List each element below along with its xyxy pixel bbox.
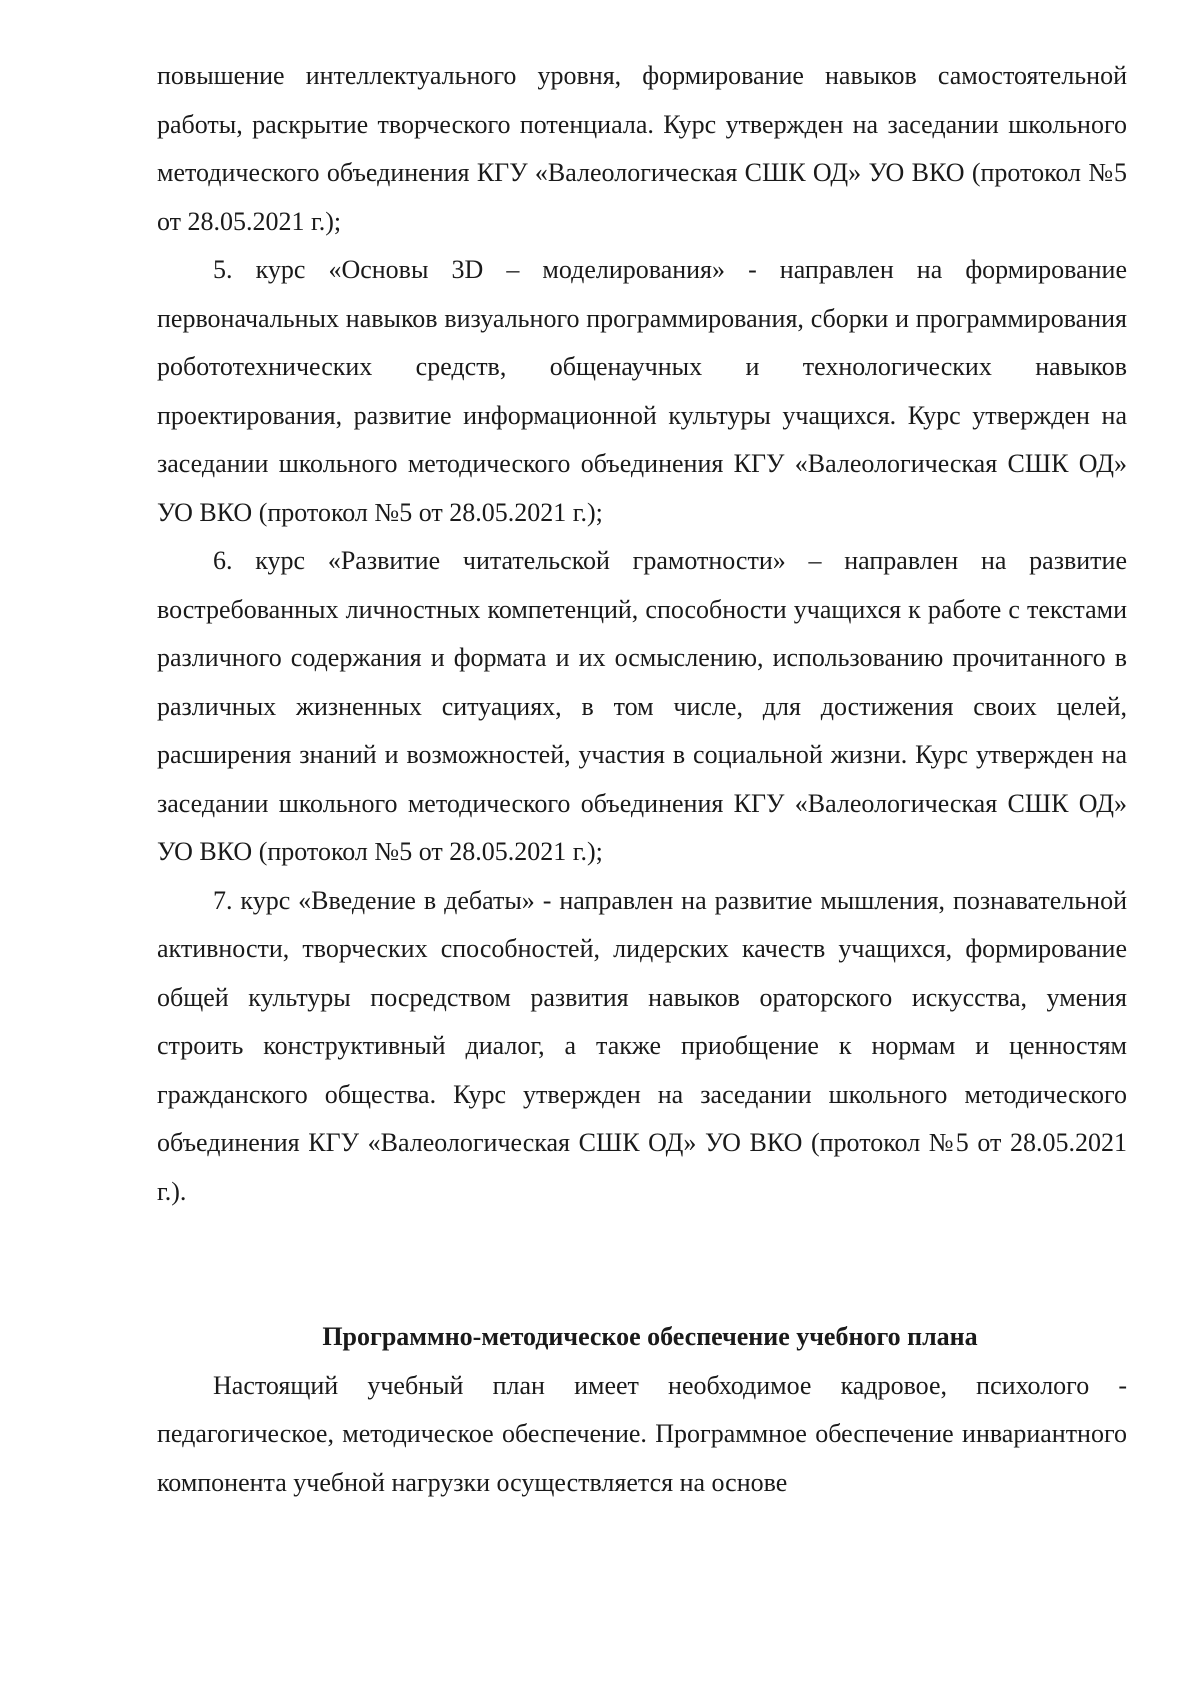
section-paragraph: Настоящий учебный план имеет необходимое кадровое, психолого - педагогическое, методическое обеспечение. Программное обеспечение инвариантного компонента учебной нагрузки осуществляется на основе [157, 1370, 1127, 1497]
paragraph-course-7: 7. курс «Введение в дебаты» - направлен на развитие мышления, познавательной активности, творческих способностей, лидерских качеств учащихся, формирование общей культуры посредством развития навыков ораторского искусства, умения строить конструктивный диалог, а также приобщение к нормам и ценностям гражданского общества. Курс утвержден на заседании школьного методического объединения КГУ «Валеологическая СШК ОД» УО ВКО (протокол №5 от 28.05.2021 г.). [157, 885, 1127, 1206]
section-spacer [157, 1216, 1127, 1313]
section-heading: Программно-методическое обеспечение учебного плана [322, 1322, 978, 1351]
paragraph-course-6: 6. курс «Развитие читательской грамотности» – направлен на развитие востребованных личностных компетенций, способности учащихся к работе с текстами различного содержания и формата и их осмыслению, использованию прочитанного в различных жизненных ситуациях, в том числе, для достижения своих целей, расширения знаний и возможностей, участия в социальной жизни. Курс утвержден на заседании школьного методического объединения КГУ «Валеологическая СШК ОД» УО ВКО (протокол №5 от 28.05.2021 г.); [157, 546, 1127, 866]
document-page [157, 52, 1127, 1507]
paragraph-continuation: повышение интеллектуального уровня, формирование навыков самостоятельной работы, раскрытие творческого потенциала. Курс утвержден на заседании школьного методического объединения КГУ «Валеологическая СШК ОД» УО ВКО (протокол №5 от 28.05.2021 г.); [157, 61, 1127, 236]
paragraph-course-5: 5. курс «Основы 3D – моделирования» - направлен на формирование первоначальных навыков визуального программирования, сборки и программирования робототехнических средств, общенаучных и технологических навыков проектирования, развитие информационной культуры учащихся. Курс утвержден на заседании школьного методического объединения КГУ «Валеологическая СШК ОД» УО ВКО (протокол №5 от 28.05.2021 г.); [157, 255, 1127, 527]
